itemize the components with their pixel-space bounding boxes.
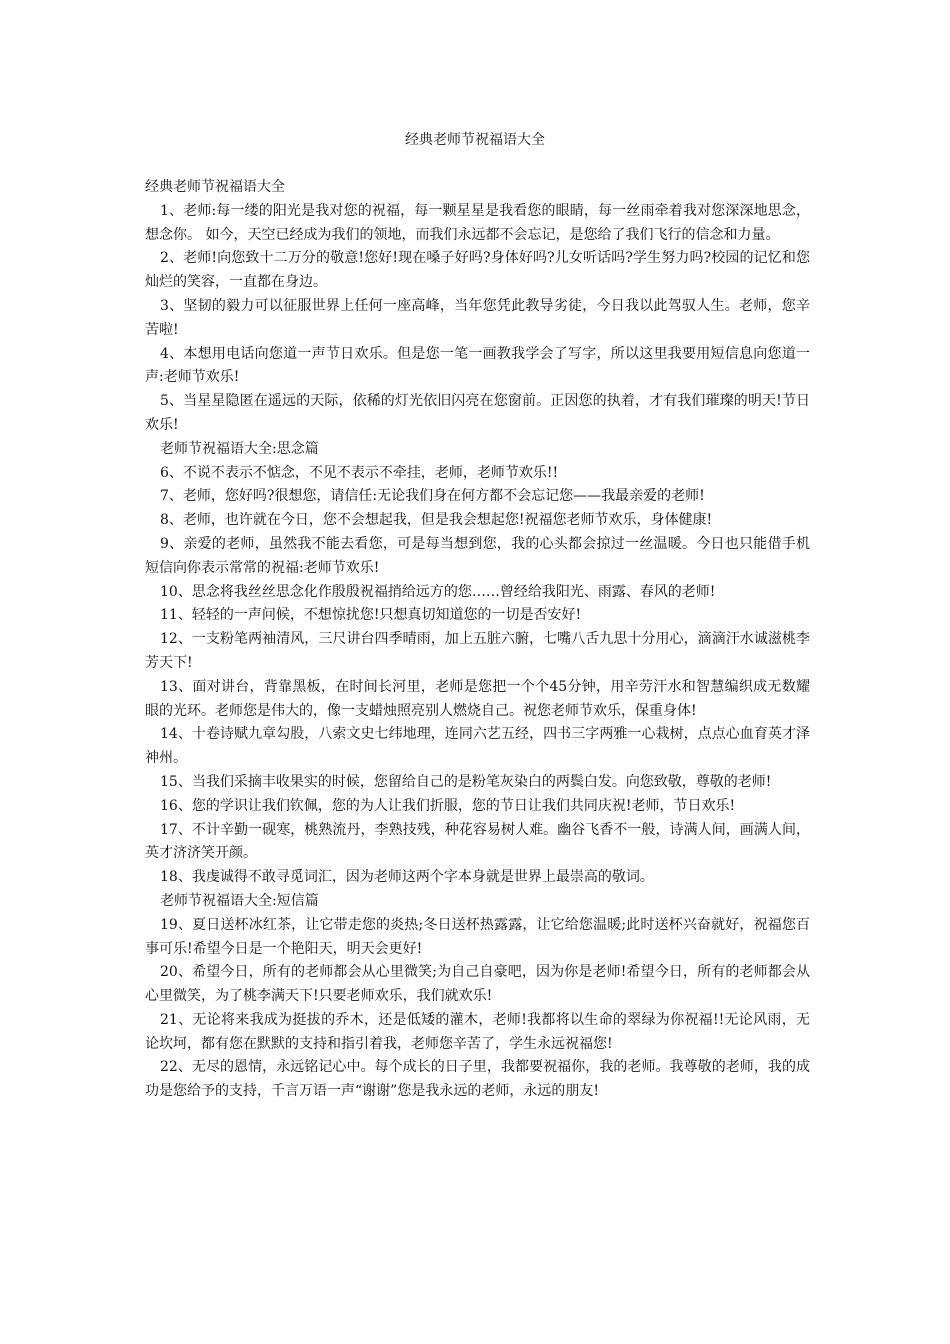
paragraph: 3、坚韧的毅力可以征服世界上任何一座高峰，当年您凭此教导劣徒，今日我以此驾驭人生。老师，您辛苦啦! (145, 297, 810, 338)
paragraph: 老师节祝福语大全:思念篇 (160, 440, 319, 457)
paragraph: 22、无尽的恩情，永远铭记心中。每个成长的日子里，我都要祝福你，我的老师。我尊敬的老师，我的成功是您给予的支持，千言万语一声“谢谢”您是我永远的老师，永远的朋友! (145, 1059, 810, 1100)
paragraph: 12、一支粉笔两袖清风，三尺讲台四季晴雨，加上五脏六腑，七嘴八舌九思十分用心，滴滴汗水诚滋桃李芳天下! (145, 631, 810, 671)
paragraph: 老师节祝福语大全:短信篇 (160, 892, 319, 909)
paragraph: 7、老师，您好吗?很想您，请信任:无论我们身在何方都不会忘记您——我最亲爱的老师! (160, 488, 705, 505)
paragraph: 6、不说不表示不惦念，不见不表示不牵挂，老师，老师节欢乐!! (160, 464, 559, 481)
paragraph: 13、面对讲台，背靠黑板，在时间长河里，老师是您把一个个45分钟，用辛劳汗水和智慧编织成无数耀眼的光环。老师您是伟大的，像一支蜡烛照亮别人燃烧自己。祝您老师节欢乐，保重身体! (145, 678, 810, 719)
paragraph: 11、轻轻的一声问候，不想惊扰您!只想真切知道您的一切是否安好! (160, 607, 582, 624)
paragraph: 18、我虔诚得不敢寻觅词汇，因为老师这两个字本身就是世界上最崇高的敬词。 (160, 869, 654, 886)
paragraph: 9、亲爱的老师，虽然我不能去看您，可是每当想到您，我的心头都会掠过一丝温暖。今日也只能借手机短信向你表示常常的祝福:老师节欢乐! (145, 535, 810, 576)
paragraph: 21、无论将来我成为挺拔的乔木，还是低矮的灌木，老师!我都将以生命的翠绿为你祝福!!无论风雨，无论坎坷，都有您在默默的支持和指引着我，老师您辛苦了，学生永远祝福您! (145, 1011, 810, 1052)
document-title: 经典老师节祝福语大全 (405, 132, 545, 148)
paragraph: 17、不计辛勤一砚寒，桃熟流丹，李熟技残，种花容易树人难。幽谷飞香不一般，诗满人间，画满人间，英才济济笑开颜。 (145, 821, 810, 862)
paragraph: 15、当我们采摘丰收果实的时候，您留给自己的是粉笔灰染白的两鬓白发。向您致敬，尊敬的老师! (160, 773, 772, 790)
paragraph: 2、老师!向您致十二万分的敬意!您好!现在嗓子好吗?身体好吗?儿女听话吗?学生努力吗?校园的记忆和您灿烂的笑容，一直都在身边。 (145, 250, 810, 291)
document-body (145, 176, 810, 1104)
paragraph: 1、老师:每一缕的阳光是我对您的祝福，每一颗星星是我看您的眼睛，每一丝雨牵着我对您深深地思念，想念你。 如今，天空已经成为我们的领地，而我们永远都不会忘记，是您给了我们飞行的信念和力量。 (145, 202, 810, 243)
paragraph: 4、本想用电话向您道一声节日欢乐。但是您一笔一画教我学会了写字，所以这里我要用短信息向您道一声:老师节欢乐! (145, 345, 810, 386)
paragraph: 19、夏日送杯冰红茶，让它带走您的炎热;冬日送杯热露露，让它给您温暖;此时送杯兴奋就好，祝福您百事可乐!希望今日是一个艳阳天，明天会更好! (145, 916, 810, 957)
paragraph: 20、希望今日，所有的老师都会从心里微笑;为自己自豪吧，因为你是老师!希望今日，所有的老师都会从心里微笑，为了桃李满天下!只要老师欢乐，我们就欢乐! (145, 964, 810, 1005)
paragraph: 8、老师，也许就在今日，您不会想起我，但是我会想起您!祝福您老师节欢乐，身体健康! (160, 512, 713, 529)
paragraph: 5、当星星隐匿在遥远的天际，依稀的灯光依旧闪亮在您窗前。正因您的执着，才有我们璀璨的明天!节日欢乐! (145, 393, 810, 433)
paragraph: 16、您的学识让我们钦佩，您的为人让我们折服，您的节日让我们共同庆祝!老师，节日欢乐! (160, 797, 736, 814)
paragraph: 14、十卷诗赋九章勾股，八索文史七纬地理，连同六艺五经，四书三字两雅一心栽树，点点心血育英才泽神州。 (145, 726, 810, 767)
paragraph: 10、思念将我丝丝思念化作殷殷祝福捎给远方的您……曾经给我阳光、雨露、春风的老师! (160, 583, 716, 600)
body-heading: 经典老师节祝福语大全 (145, 179, 285, 195)
